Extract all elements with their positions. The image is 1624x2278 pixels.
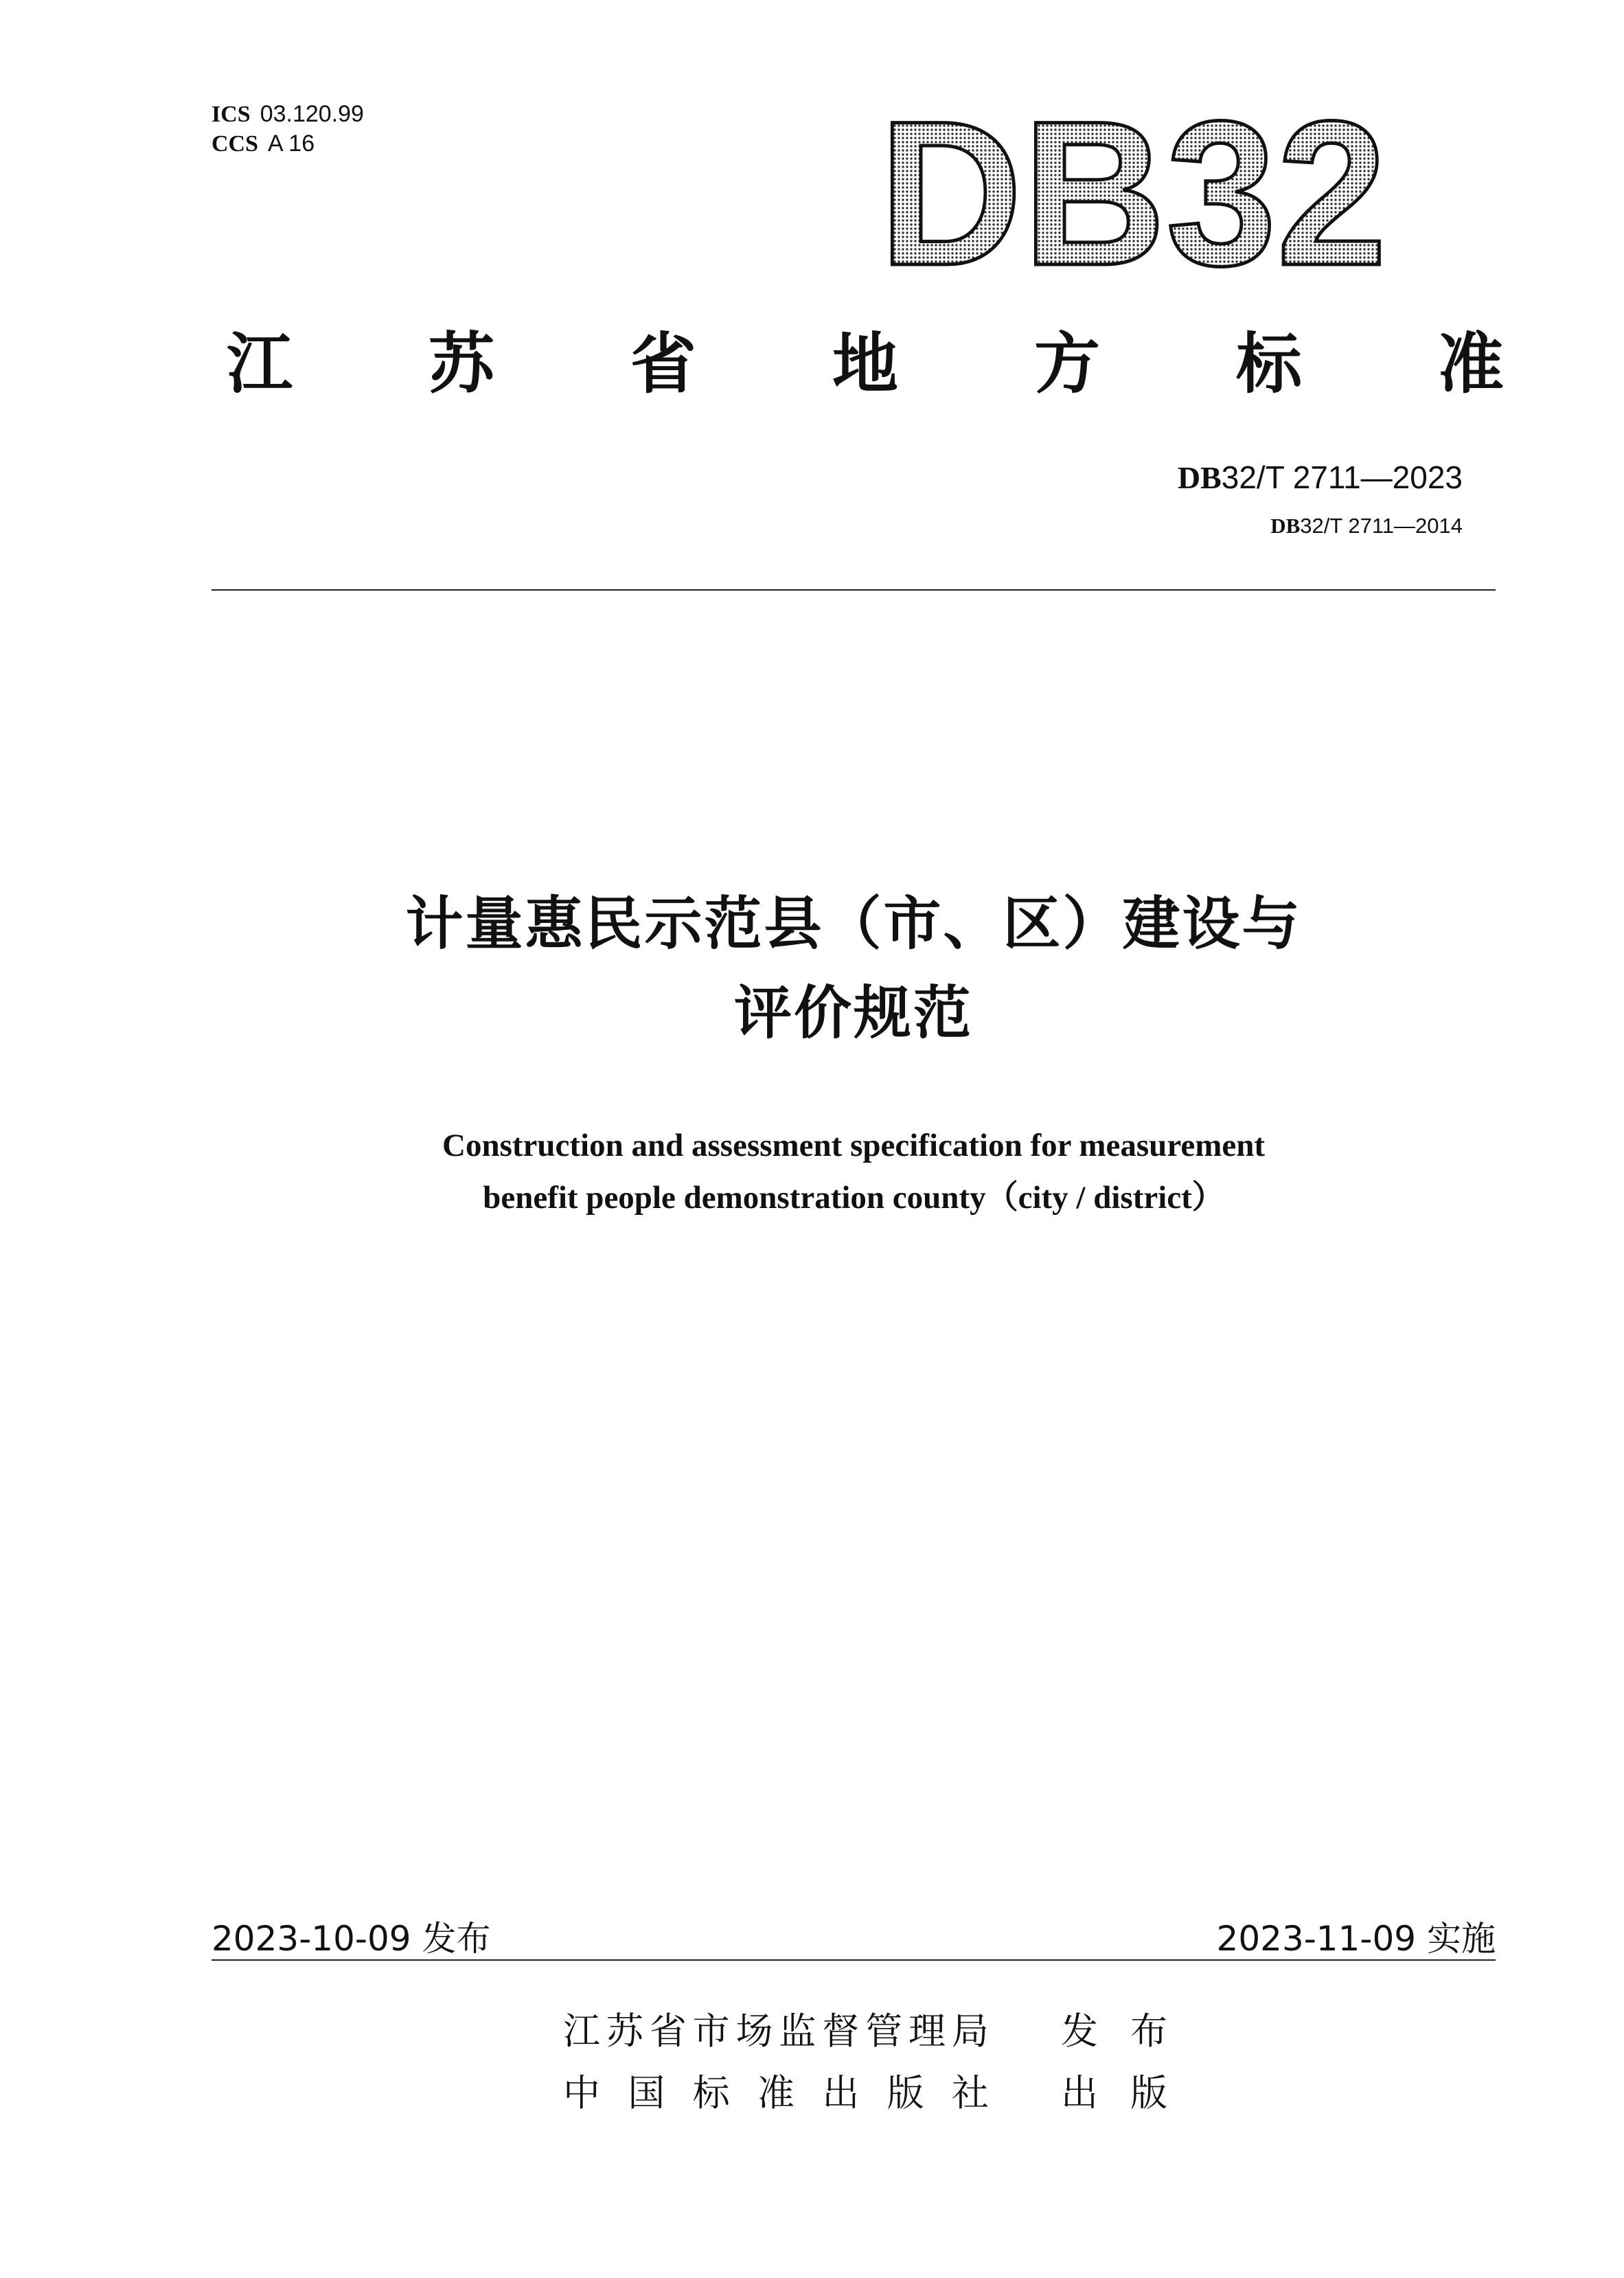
issuer-char: 理 <box>908 2009 946 2053</box>
province-standard-title <box>227 323 1504 405</box>
replaced-number-prefix: DB <box>1270 514 1301 538</box>
chinese-title-line-2: 评价规范 <box>733 979 973 1047</box>
title-char: 标 <box>1236 326 1302 402</box>
replaced-number-rest: 32/T 2711—2014 <box>1300 514 1463 538</box>
issuer-char: 江 <box>563 2009 600 2053</box>
standard-number <box>1178 459 1463 496</box>
db32-logo <box>872 103 1394 288</box>
publisher-char: 准 <box>757 2071 794 2115</box>
title-char: 省 <box>630 326 696 402</box>
issuer-action <box>1061 2002 1167 2055</box>
issuer-char: 局 <box>951 2009 989 2053</box>
chinese-title-line-1: 计量惠民示范县（市、区）建设与 <box>405 890 1302 957</box>
publisher-name <box>563 2064 989 2117</box>
standard-number-rest: 32/T 2711—2023 <box>1221 459 1463 495</box>
title-char: 准 <box>1438 326 1504 402</box>
ics-code <box>211 100 364 129</box>
top-divider <box>211 589 1496 591</box>
logo-text: DB32 <box>879 103 1387 288</box>
publisher-row <box>563 2064 1167 2117</box>
english-title-line-1: Construction and assessment specification for measurement <box>442 1128 1265 1163</box>
ics-label: ICS <box>211 102 251 127</box>
title-char: 江 <box>227 326 293 402</box>
standard-number-prefix: DB <box>1177 460 1222 495</box>
publisher-char: 出 <box>822 2071 860 2115</box>
english-title-line-2: benefit people demonstration county（city / district） <box>483 1180 1224 1216</box>
ccs-value: A 16 <box>268 130 315 157</box>
ics-value: 03.120.99 <box>260 101 364 127</box>
replaced-standard-number <box>1270 514 1463 538</box>
publisher-char: 国 <box>628 2071 665 2115</box>
title-char: 苏 <box>428 326 494 402</box>
chinese-title <box>211 879 1496 1058</box>
publisher-char: 中 <box>563 2071 600 2115</box>
english-title <box>211 1119 1496 1224</box>
issuer-char: 场 <box>735 2009 773 2053</box>
issue-date: 2023-10-09 发布 <box>211 1919 491 1959</box>
action-char: 版 <box>1130 2071 1167 2115</box>
issuer-char: 市 <box>692 2009 730 2053</box>
publisher-action <box>1061 2064 1167 2117</box>
title-char: 地 <box>832 326 898 402</box>
action-char: 布 <box>1130 2009 1167 2053</box>
ccs-code <box>211 129 364 159</box>
implementation-date: 2023-11-09 实施 <box>1216 1919 1496 1959</box>
bottom-divider <box>211 1959 1496 1961</box>
action-char: 发 <box>1061 2009 1098 2053</box>
issuer-name <box>563 2002 989 2055</box>
issuer-char: 管 <box>865 2009 903 2053</box>
publisher-char: 版 <box>887 2071 924 2115</box>
issuer-char: 省 <box>649 2009 687 2053</box>
classification-codes <box>211 100 364 159</box>
action-char: 出 <box>1061 2071 1098 2115</box>
issuer-char: 监 <box>779 2009 816 2053</box>
title-char: 方 <box>1034 326 1100 402</box>
publisher-char: 社 <box>951 2071 989 2115</box>
issuer-row <box>563 2002 1167 2055</box>
ccs-label: CCS <box>211 131 259 157</box>
issuer-char: 苏 <box>606 2009 643 2053</box>
issuer-char: 督 <box>822 2009 860 2053</box>
publisher-char: 标 <box>692 2071 730 2115</box>
